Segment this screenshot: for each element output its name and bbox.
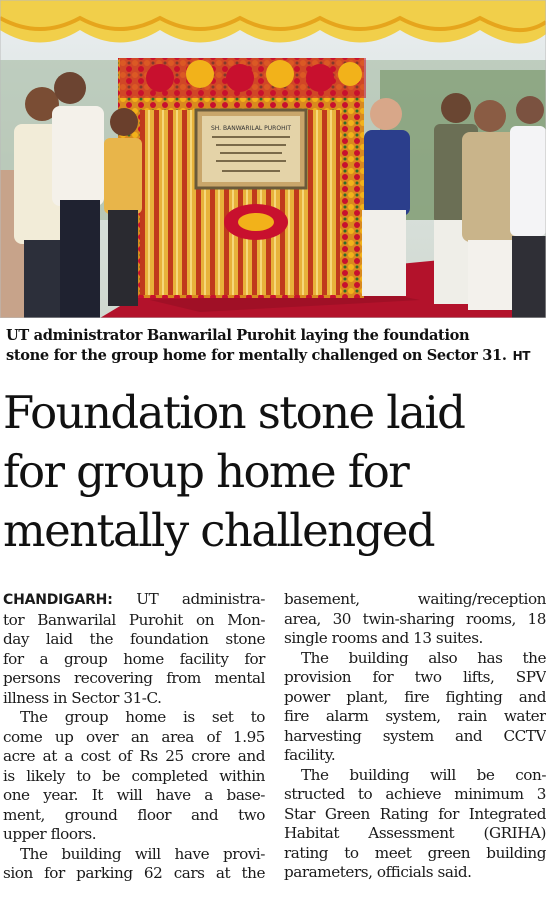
article-line: basement, waiting/reception bbox=[284, 590, 546, 608]
article-line: persons recovering from mental bbox=[3, 669, 265, 687]
article-line: The building will have provi- bbox=[20, 844, 265, 863]
article-line: is likely to be completed within bbox=[3, 766, 265, 785]
article-line: sion for parking 62 cars at the bbox=[3, 864, 265, 882]
dateline: CHANDIGARH: bbox=[3, 592, 113, 608]
article-line: power plant, fire fighting and bbox=[284, 687, 546, 706]
article-line: UT administra- bbox=[136, 590, 265, 608]
article-line: for a group home facility for bbox=[3, 649, 265, 668]
headline-line-2: for group home for bbox=[3, 445, 409, 498]
article-line: fire alarm system, rain water bbox=[284, 707, 546, 725]
article-line: tor Banwarilal Purohit on Mon- bbox=[3, 610, 265, 629]
article-line: structed to achieve minimum 3 bbox=[284, 785, 546, 803]
article-line: area, 30 twin-sharing rooms, 18 bbox=[284, 609, 546, 628]
article-line: illness in Sector 31-C. bbox=[3, 688, 162, 707]
article-line: parameters, officials said. bbox=[284, 863, 472, 881]
caption-line-2: stone for the group home for mentally challenged on Sector 31. bbox=[6, 347, 507, 364]
photo-credit: HT bbox=[512, 349, 531, 363]
article-line: single rooms and 13 suites. bbox=[284, 629, 483, 647]
article-line: upper floors. bbox=[3, 825, 97, 843]
article-line: facility. bbox=[284, 746, 336, 764]
article-line: provision for two lifts, SPV bbox=[284, 668, 546, 686]
plaque-title: SH. BANWARILAL PUROHIT bbox=[210, 125, 292, 132]
article-line: Star Green Rating for Integrated bbox=[284, 804, 546, 823]
photo-caption bbox=[6, 326, 540, 366]
headline bbox=[3, 383, 543, 560]
article-column-2 bbox=[284, 590, 546, 883]
article-line: rating to meet green building bbox=[284, 843, 546, 862]
article-line: The building will be con- bbox=[301, 765, 546, 784]
article-line: Habitat Assessment (GRIHA) bbox=[284, 824, 546, 842]
article-line: ment, ground floor and two bbox=[3, 805, 265, 824]
article-line: one year. It will have a base- bbox=[3, 786, 265, 804]
headline-line-3: mentally challenged bbox=[3, 504, 434, 557]
article-line: come up over an area of 1.95 bbox=[3, 727, 265, 746]
news-photo bbox=[0, 0, 546, 318]
article-line: The group home is set to bbox=[20, 708, 265, 726]
article-line: day laid the foundation stone bbox=[3, 630, 265, 648]
headline-line-1: Foundation stone laid bbox=[3, 386, 465, 439]
article-line: acre at a cost of Rs 25 crore and bbox=[3, 747, 265, 765]
article-column-1 bbox=[3, 590, 265, 884]
article-line: harvesting system and CCTV bbox=[284, 726, 546, 745]
article-line: The building also has the bbox=[301, 648, 546, 667]
caption-line-1: UT administrator Banwarilal Purohit laying the foundation bbox=[6, 327, 470, 344]
